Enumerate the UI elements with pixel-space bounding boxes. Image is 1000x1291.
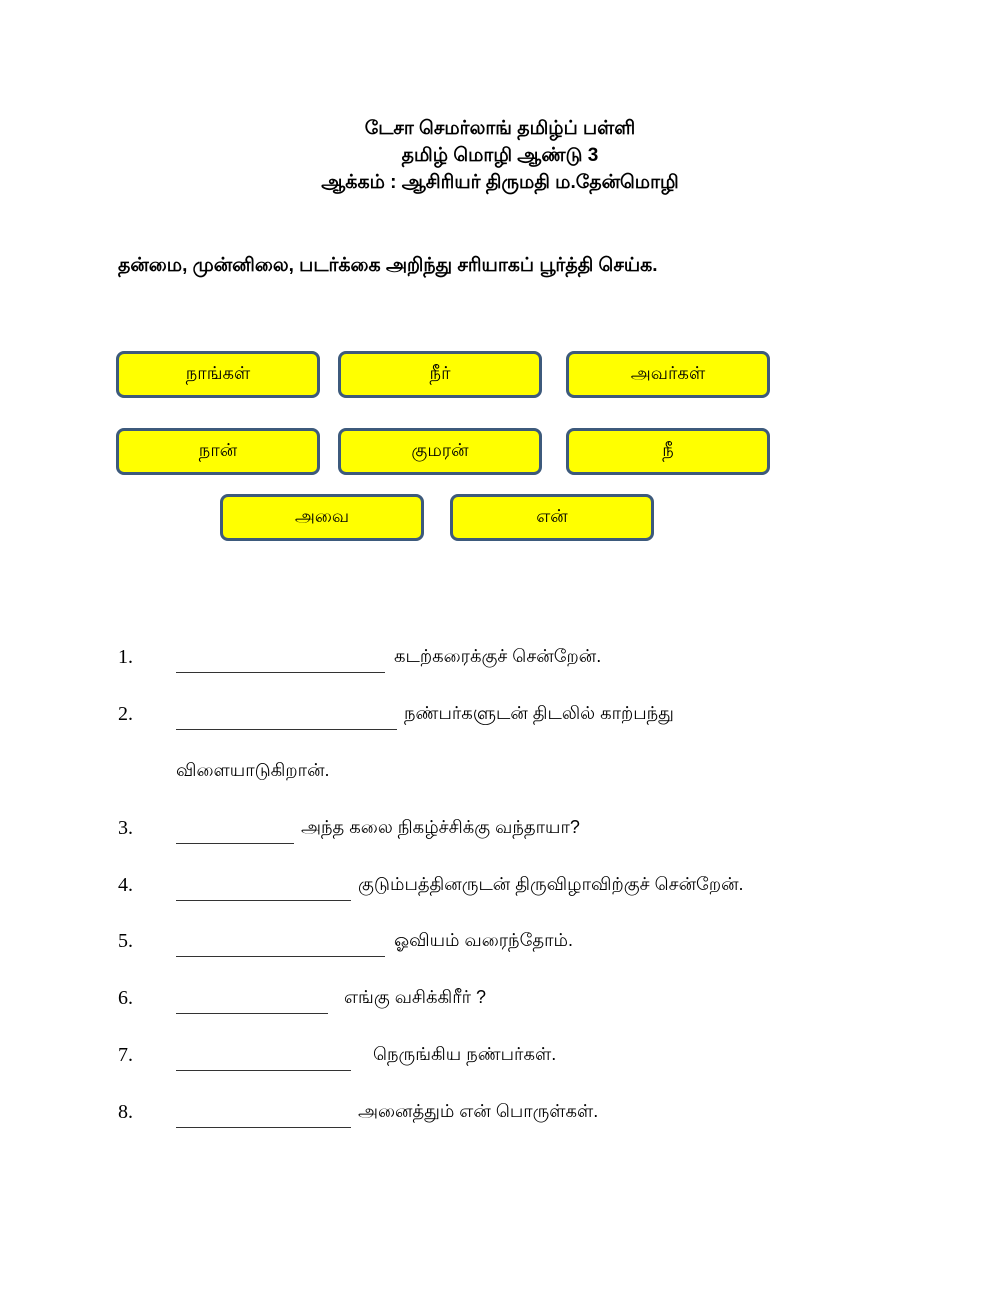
word-tile[interactable]: நான் [116, 428, 320, 475]
word-tile[interactable]: குமரன் [338, 428, 542, 475]
answer-blank[interactable] [176, 987, 328, 1014]
answer-blank[interactable] [176, 817, 294, 844]
subject-title: தமிழ் மொழி ஆண்டு 3 [401, 145, 599, 166]
question-text: அந்த கலை நிகழ்ச்சிக்கு வந்தாயா? [301, 817, 580, 837]
word-tile[interactable]: அவர்கள் [566, 351, 770, 398]
question-number: 7. [118, 1044, 133, 1066]
answer-blank[interactable] [176, 646, 385, 673]
question-number: 2. [118, 703, 133, 725]
word-tile[interactable]: நீர் [338, 351, 542, 398]
question-number: 5. [118, 930, 133, 952]
question-number: 6. [118, 987, 133, 1009]
answer-blank[interactable] [176, 874, 351, 901]
question-text: அனைத்தும் என் பொருள்கள். [358, 1101, 599, 1121]
question-number: 4. [118, 874, 133, 896]
answer-blank[interactable] [176, 1101, 351, 1128]
answer-blank[interactable] [176, 703, 397, 730]
question-text: நெருங்கிய நண்பர்கள். [373, 1044, 557, 1064]
word-tile[interactable]: அவை [220, 494, 424, 541]
word-tile[interactable]: நீ [566, 428, 770, 475]
author-line: ஆக்கம் : ஆசிரியர் திருமதி ம.தேன்மொழி [321, 172, 679, 193]
question-number: 8. [118, 1101, 133, 1123]
school-title: டேசா செமர்லாங் தமிழ்ப் பள்ளி [364, 118, 636, 139]
question-text: கடற்கரைக்குச் சென்றேன். [394, 646, 602, 666]
word-tile[interactable]: என் [450, 494, 654, 541]
question-text: குடும்பத்தினருடன் திருவிழாவிற்குச் சென்றேன். [358, 874, 744, 894]
instruction: தன்மை, முன்னிலை, படர்க்கை அறிந்து சரியாகப் பூர்த்தி செய்க. [118, 255, 658, 276]
question-number: 1. [118, 646, 133, 668]
question-text: நண்பர்களுடன் திடலில் காற்பந்து [404, 703, 674, 723]
answer-blank[interactable] [176, 1044, 351, 1071]
question-text: விளையாடுகிறான். [176, 760, 330, 780]
answer-blank[interactable] [176, 930, 385, 957]
question-text: எங்கு வசிக்கிரீர் ? [344, 987, 487, 1007]
question-number: 3. [118, 817, 133, 839]
word-tile[interactable]: நாங்கள் [116, 351, 320, 398]
question-text: ஓவியம் வரைந்தோம். [394, 930, 573, 950]
